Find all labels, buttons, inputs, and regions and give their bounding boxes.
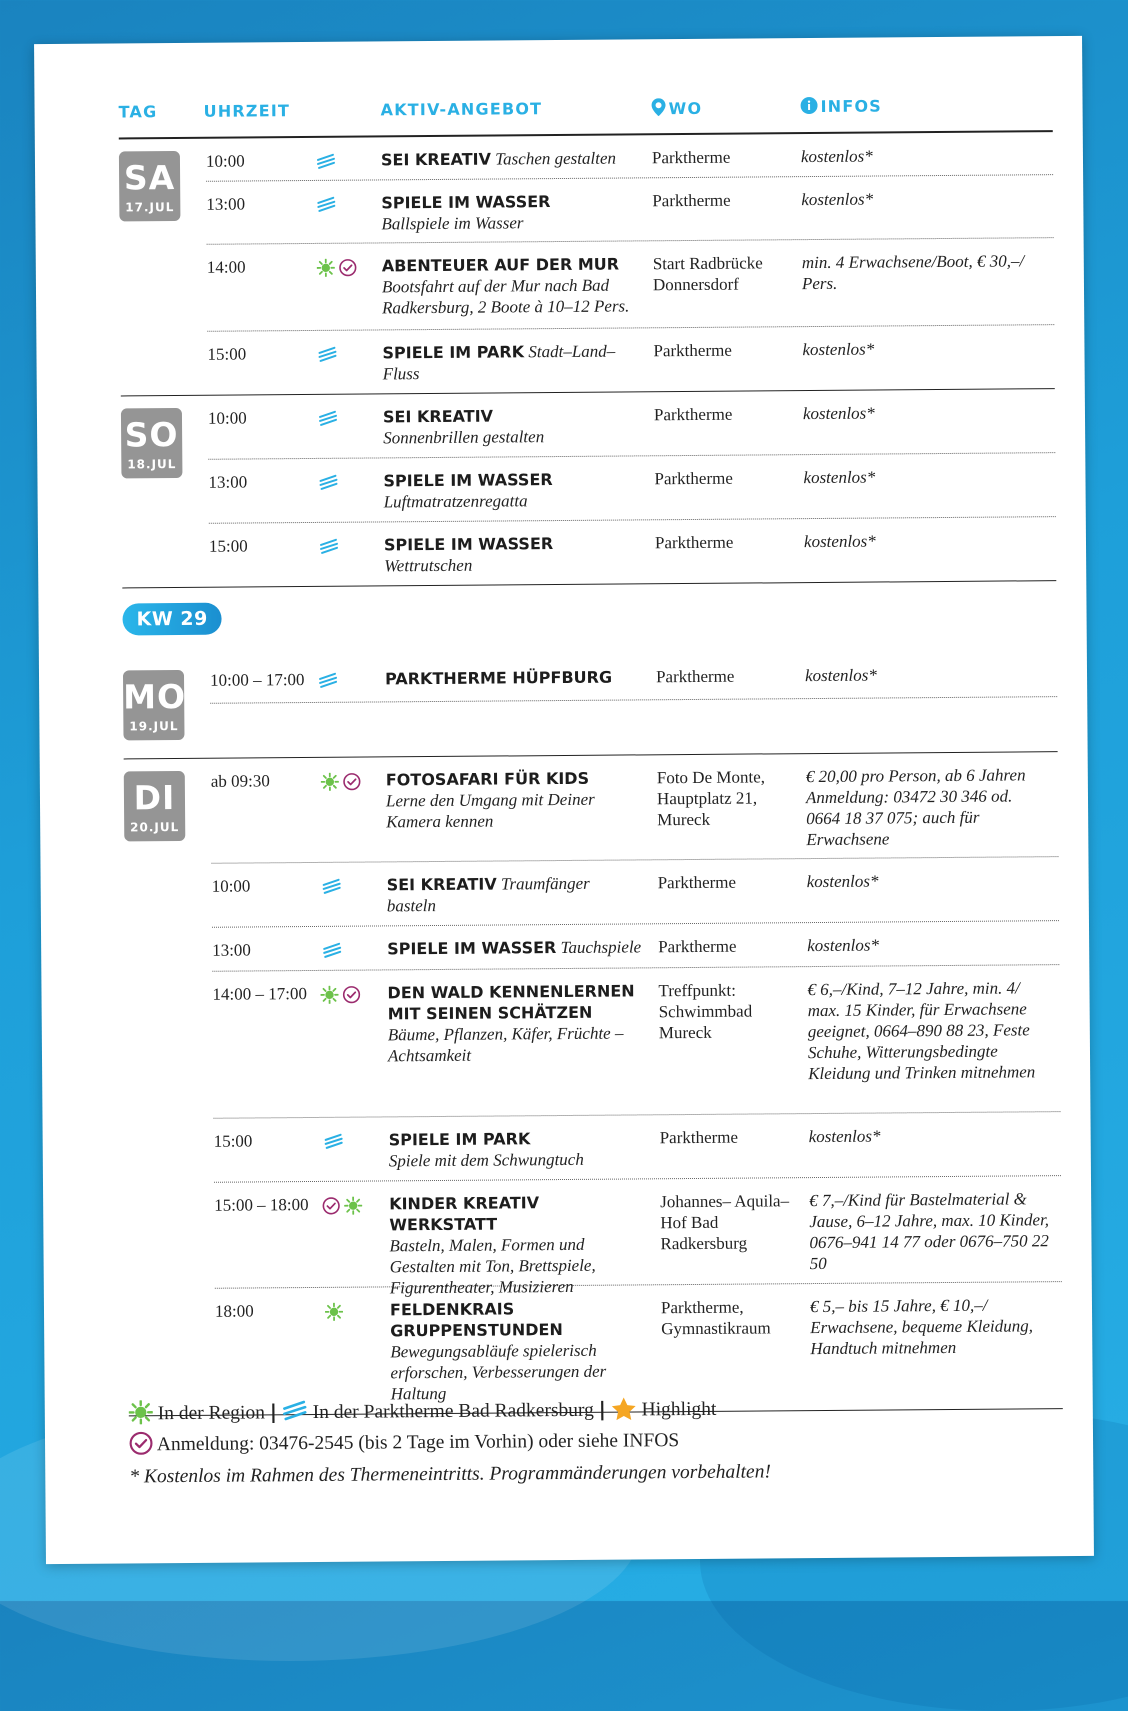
location-cell: Foto De Monte, Hauptplatz 21, Mureck (657, 766, 797, 830)
table-row (208, 453, 1055, 524)
info-cell: kostenlos* (809, 1124, 1049, 1147)
location-cell: Start Radbrücke Donnersdorf (653, 252, 793, 295)
time-cell: 15:00 (214, 1130, 324, 1152)
day-badge (123, 670, 185, 740)
activity-cell (381, 190, 636, 234)
activity-cell (387, 980, 643, 1066)
legend-region: In der Region (158, 1402, 265, 1424)
wave-icon (322, 941, 342, 964)
location-cell: Parktherme (655, 531, 795, 553)
activity-subtitle: Bäume, Pflanzen, Käfer, Früchte – Achtsamkeit (388, 1022, 643, 1066)
day-date: 18.JUL (121, 457, 182, 471)
table-row (212, 965, 1060, 1119)
legend-highlight: Highlight (642, 1399, 717, 1421)
header-infos: INFOS (800, 96, 882, 116)
day-date: 20.JUL (124, 820, 185, 834)
day-group-di (124, 752, 1063, 1416)
activity-title: SPIELE IM WASSER (381, 192, 550, 212)
check-circle-icon (342, 985, 360, 1008)
table-row (207, 325, 1054, 395)
activity-subtitle: Sonnenbrillen gestalten (383, 425, 638, 448)
schedule-rows (119, 132, 1063, 1416)
wave-icon (316, 152, 336, 175)
location-cell: Parktherme (652, 146, 792, 168)
day-date: 17.JUL (119, 200, 180, 214)
location-cell: Parktherme (658, 935, 798, 957)
day-group-sa (119, 132, 1055, 396)
info-cell: kostenlos* (807, 933, 1047, 956)
time-cell: 10:00 (206, 150, 316, 172)
location-cell: Parktherme (660, 1126, 800, 1148)
location-pin-icon (651, 98, 665, 116)
category-icons (322, 1195, 382, 1219)
time-cell: 13:00 (208, 471, 318, 493)
location-cell: Parktherme (656, 665, 796, 687)
activity-subtitle: Bootsfahrt auf der Mur nach Bad Radkersburg, 2 Boote à 10–12 Pers. (382, 274, 637, 318)
wave-icon (282, 1398, 308, 1430)
wave-icon (318, 671, 338, 694)
category-icons (322, 876, 382, 900)
table-row (206, 132, 1053, 182)
day-badge (124, 771, 186, 841)
legend-parktherme: In der Parktherme Bad Radkersburg (313, 1400, 594, 1423)
header-angebot: AKTIV-ANGEBOT (380, 99, 542, 119)
activity-title: SPIELE IM WASSER (384, 534, 553, 554)
category-icons (317, 257, 377, 281)
activity-title: ABENTEUER AUF DER MUR (382, 255, 619, 276)
category-icons (324, 1131, 384, 1155)
sun-icon (129, 1399, 153, 1431)
time-cell: ab 09:30 (211, 770, 321, 792)
time-cell: 10:00 (212, 875, 322, 897)
activity-title: SEI KREATIV (387, 875, 497, 895)
wave-icon (317, 345, 337, 368)
day-name: DI (124, 781, 185, 814)
sun-icon (325, 1302, 343, 1325)
sun-icon (321, 772, 339, 795)
info-cell: min. 4 Erwachsene/Boot, € 30,–/ Pers. (802, 250, 1042, 294)
activity-subtitle: Taschen gestalten (495, 149, 616, 169)
activity-title: SPIELE IM WASSER (387, 938, 556, 958)
activity-title: SPIELE IM PARK (382, 342, 524, 362)
header-uhrzeit: UHRZEIT (204, 101, 291, 121)
activity-cell (389, 1127, 644, 1171)
time-cell: 18:00 (215, 1300, 325, 1322)
info-cell: kostenlos* (804, 529, 1044, 552)
week-badge: KW 29 (122, 603, 221, 636)
activity-cell (384, 532, 639, 576)
star-icon (611, 1395, 637, 1427)
activity-cell (385, 666, 640, 689)
table-row (209, 517, 1056, 587)
info-cell: € 5,– bis 15 Jahre, € 10,–/ Erwachsene, bequeme Kleidung, Handtuch mitnehmen (810, 1294, 1050, 1359)
category-icons (318, 472, 378, 496)
day-name: MO (123, 680, 184, 713)
location-cell: Parktherme (654, 467, 794, 489)
activity-title: FELDENKRAIS GRUPPENSTUNDEN (390, 1299, 563, 1340)
activity-subtitle: Basteln, Malen, Formen und Gestalten mit Ton, Brettspiele, Figurentheater, Musizieren (389, 1233, 644, 1298)
table-row (210, 651, 1057, 704)
wave-icon (322, 877, 342, 900)
activity-title: PARKTHERME HÜPFBURG (385, 668, 612, 689)
table-row (211, 857, 1058, 928)
info-cell: € 20,00 pro Person, ab 6 Jahren Anmeldung: 03472 30 346 od. 0664 18 37 075; auch für Erwachsene (806, 764, 1047, 850)
check-circle-icon (129, 1430, 153, 1462)
activity-title: FOTOSAFARI FÜR KIDS (386, 769, 589, 790)
location-cell: Parktherme (658, 871, 798, 893)
location-cell: Treffpunkt: Schwimmbad Mureck (658, 979, 798, 1043)
info-cell: kostenlos* (801, 187, 1041, 210)
category-icons (322, 940, 382, 964)
day-name: SA (119, 161, 180, 194)
table-row (208, 389, 1055, 460)
category-icons (318, 670, 378, 694)
category-icons (316, 151, 376, 175)
info-cell: kostenlos* (803, 401, 1043, 424)
table-row (214, 1176, 1062, 1289)
day-date: 19.JUL (123, 719, 184, 733)
header-wo: WO (651, 98, 702, 118)
schedule-table (118, 92, 1062, 1416)
wave-icon (316, 195, 336, 218)
day-badge (121, 408, 183, 478)
activity-title: SPIELE IM PARK (389, 1129, 531, 1149)
info-cell: kostenlos* (802, 337, 1042, 360)
check-circle-icon (322, 1196, 340, 1219)
info-icon (800, 97, 817, 114)
legend-anmeldung: Anmeldung: 03476-2545 (bis 2 Tage im Vorhin) oder siehe INFOS (157, 1430, 680, 1455)
activity-subtitle: Spiele mit dem Schwungtuch (389, 1148, 644, 1171)
activity-cell (383, 404, 638, 448)
activity-cell (383, 468, 638, 512)
sun-icon (320, 985, 338, 1008)
location-cell: Johannes– Aquila–Hof Bad Radkersburg (660, 1190, 800, 1254)
category-icons (320, 984, 380, 1008)
activity-title: SPIELE IM WASSER (383, 470, 552, 490)
activity-title: DEN WALD KENNENLERNEN MIT SEINEN SCHÄTZEN (387, 981, 634, 1023)
activity-title: SEI KREATIV (383, 407, 493, 427)
activity-subtitle: Luftmatratzenregatta (384, 489, 639, 512)
category-icons (317, 344, 377, 368)
wave-icon (324, 1132, 344, 1155)
location-cell: Parktherme (653, 339, 793, 361)
day-group-mo (123, 651, 1058, 759)
sun-icon (344, 1196, 362, 1219)
activity-title: SEI KREATIV (381, 150, 491, 170)
location-cell: Parktherme, Gymnastikraum (661, 1296, 801, 1339)
activity-subtitle: Ballspiele im Wasser (381, 211, 636, 234)
info-cell: kostenlos* (803, 465, 1043, 488)
activity-subtitle: Lerne den Umgang mit Deiner Kamera kennen (386, 788, 641, 832)
time-cell: 10:00 – 17:00 (210, 669, 320, 691)
sun-icon (317, 258, 335, 281)
check-circle-icon (343, 772, 361, 795)
category-icons (325, 1301, 385, 1325)
legend (129, 1390, 1064, 1493)
info-cell: kostenlos* (807, 869, 1047, 892)
day-badge (119, 151, 181, 221)
activity-cell (382, 340, 637, 384)
activity-title: KINDER KREATIV WERKSTATT (389, 1193, 539, 1234)
header-tag: TAG (119, 102, 158, 121)
category-icons (316, 194, 376, 218)
activity-cell (389, 1191, 645, 1298)
time-cell: 15:00 (209, 535, 319, 557)
program-sheet (34, 36, 1094, 1564)
week-label (122, 581, 1057, 658)
info-cell: kostenlos* (801, 144, 1041, 167)
wave-icon (319, 537, 339, 560)
activity-cell (386, 767, 641, 832)
time-cell: 15:00 – 18:00 (214, 1194, 324, 1216)
activity-cell (381, 147, 636, 170)
table-row (206, 175, 1053, 245)
location-cell: Parktherme (654, 403, 794, 425)
category-icons (318, 408, 378, 432)
time-cell: 14:00 – 17:00 (212, 983, 322, 1005)
check-circle-icon (339, 258, 357, 281)
day-name: SO (121, 418, 182, 451)
activity-subtitle: Tauchspiele (561, 937, 642, 957)
time-cell: 15:00 (207, 343, 317, 365)
table-row (211, 752, 1059, 864)
time-cell: 14:00 (207, 256, 317, 278)
time-cell: 10:00 (208, 407, 318, 429)
activity-cell (387, 872, 642, 916)
wave-icon (318, 409, 338, 432)
info-cell: kostenlos* (805, 663, 1045, 686)
category-icons (321, 771, 381, 795)
activity-subtitle: Wettrutschen (384, 553, 639, 576)
info-cell: € 7,–/Kind für Bastelmaterial & Jause, 6–12 Jahre, max. 10 Kinder, 0676–941 14 77 oder 0676–750 22 50 (809, 1188, 1050, 1274)
category-icons (319, 536, 379, 560)
time-cell: 13:00 (212, 939, 322, 961)
wave-icon (318, 473, 338, 496)
activity-cell (387, 936, 642, 959)
table-row (213, 1112, 1060, 1183)
activity-cell (382, 253, 637, 318)
activity-cell (390, 1297, 646, 1404)
day-group-so (121, 389, 1056, 588)
location-cell: Parktherme (652, 189, 792, 211)
legend-footnote: * Kostenlos im Rahmen des Thermeneintritts. Programmänderungen vorbehalten! (129, 1454, 1063, 1493)
table-row (212, 921, 1059, 972)
time-cell: 13:00 (206, 193, 316, 215)
info-cell: € 6,–/Kind, 7–12 Jahre, min. 4/ max. 15 Kinder, für Erwachsene geeignet, 0664–890 88 23, Feste Schuhe, Witterungsbedingte Kleidung und Trinken mitnehmen (807, 977, 1048, 1084)
legend-row-1: In der Region | In der Parktherme Bad Radkersburg | Highlight (129, 1390, 1063, 1429)
activity-subtitle: Stadt–Land–Fluss (383, 342, 616, 384)
activity-subtitle: Bewegungsabläufe spielerisch erforschen, Verbesserungen der Haltung (390, 1339, 645, 1404)
activity-subtitle: Traumfänger basteln (387, 874, 590, 916)
table-row (207, 238, 1055, 332)
